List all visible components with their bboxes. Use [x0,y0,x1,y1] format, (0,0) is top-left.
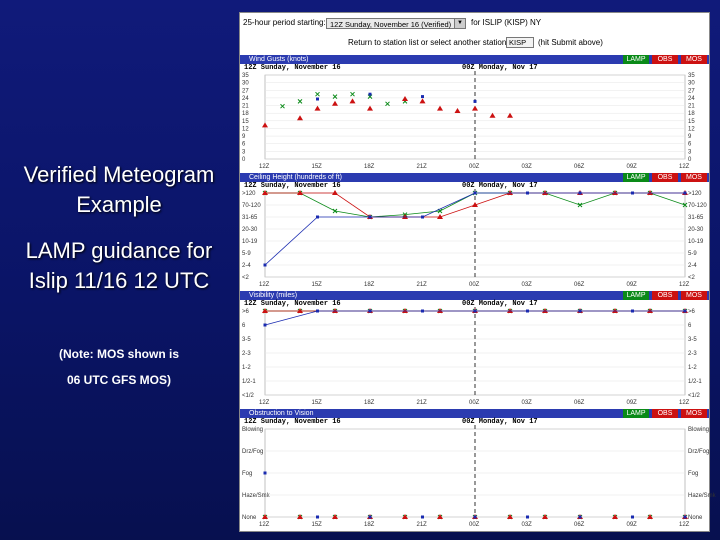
y-tick-label: None [242,515,257,521]
x-tick-label: 03Z [521,522,532,528]
point-obs [507,190,513,195]
x-tick-label: 00Z [469,400,480,406]
legend-obs[interactable]: OBS [652,291,678,300]
y-tick-label-right: 3 [688,149,692,156]
x-tick-label: 09Z [626,400,637,406]
point-obs [332,101,338,106]
legend-mos[interactable]: MOS [681,173,707,182]
point-mos [526,310,529,313]
point-obs [350,98,356,103]
note-line-2: 06 UTC GFS MOS) [66,373,171,387]
date-left: 12Z Sunday, November 16 [244,418,341,426]
x-tick-label: 00Z [469,282,480,288]
ceiling-plot [240,173,709,289]
period-controls [240,15,709,31]
date-right: 00Z Monday, Nov 17 [462,300,538,308]
point-obs [402,308,408,313]
date-right: 00Z Monday, Nov 17 [462,182,538,190]
submit-hint: (hit Submit above) [538,38,603,47]
date-left: 12Z Sunday, November 16 [244,300,341,308]
point-mos [474,192,477,195]
y-tick-label: 6 [242,323,246,329]
point-mos [579,192,582,195]
point-mos [579,516,582,519]
section-title: Ceiling Height (hundreds of ft) [249,174,342,181]
x-tick-label: 09Z [626,164,637,170]
y-tick-label-right: 1-2 [688,365,697,371]
section-title: Visibility (miles) [249,292,298,299]
point-mos [264,472,267,475]
point-lamp [386,102,390,106]
point-obs [332,514,338,519]
point-mos [369,216,372,219]
point-mos [369,516,372,519]
x-tick-label: 00Z [469,522,480,528]
point-obs [315,106,321,111]
y-tick-label-right: 2-3 [688,351,697,357]
point-mos [369,310,372,313]
y-tick-label-right: 12 [688,126,695,133]
x-tick-label: 18Z [364,400,375,406]
slide-subtitle [0,236,238,296]
visibility-plot [240,291,709,407]
subtitle-line-1: LAMP guidance for [25,238,213,263]
point-obs [490,113,496,118]
legend-obs[interactable]: OBS [652,173,678,182]
y-tick-label: 9 [242,134,246,141]
title-line-2: Example [76,192,162,217]
x-tick-label: 09Z [626,522,637,528]
point-mos [316,516,319,519]
point-mos [421,516,424,519]
x-tick-label: 12Z [679,282,690,288]
point-obs [472,106,478,111]
point-obs [402,96,408,101]
point-obs [455,108,461,113]
legend-lamp[interactable]: LAMP [623,291,649,300]
x-tick-label: 12Z [679,400,690,406]
x-tick-label: 15Z [311,522,322,528]
x-tick-label: 03Z [521,400,532,406]
point-mos [684,516,687,519]
point-obs [542,514,548,519]
point-obs [262,308,268,313]
point-mos [631,516,634,519]
point-obs [402,514,408,519]
point-mos [526,516,529,519]
point-lamp [298,99,302,103]
x-tick-label: 21Z [416,164,427,170]
point-obs [647,308,653,313]
legend-obs[interactable]: OBS [652,409,678,418]
point-mos [421,310,424,313]
x-tick-label: 09Z [626,282,637,288]
section-title: Obstruction to Vision [249,410,314,417]
y-tick-label: >120 [242,191,256,197]
point-lamp [351,92,355,96]
station-for-label: for ISLIP (KISP) NY [471,18,542,27]
y-tick-label: 30 [242,80,249,87]
legend-lamp[interactable]: LAMP [623,55,649,64]
point-mos [421,95,424,98]
chevron-down-icon[interactable]: ▼ [454,19,465,28]
y-tick-label-right: 18 [688,111,695,118]
y-tick-label: 3-5 [242,337,251,343]
point-obs [262,514,268,519]
point-mos [369,93,372,96]
visibility-section [240,291,709,407]
y-tick-label-right: >120 [688,191,702,197]
x-tick-label: 00Z [469,164,480,170]
section-title: Wind Gusts (knots) [249,56,309,63]
x-tick-label: 21Z [416,522,427,528]
x-tick-label: 15Z [311,164,322,170]
y-tick-label-right: 20-30 [688,227,704,233]
y-tick-label-right: None [688,515,703,521]
y-tick-label: Fog [242,471,253,477]
y-tick-label: 3 [242,149,246,156]
note-line-1: (Note: MOS shown is [59,347,179,361]
y-tick-label: 1-2 [242,365,251,371]
y-tick-label-right: 5-9 [688,251,697,257]
point-mos [631,310,634,313]
point-mos [421,216,424,219]
y-tick-label: 24 [242,95,249,102]
point-obs [332,190,338,195]
station-input[interactable]: KISP [506,37,534,48]
point-obs [367,106,373,111]
subtitle-line-2: Islip 11/16 12 UTC [28,268,210,293]
y-tick-label-right: 35 [688,73,695,79]
point-mos [579,310,582,313]
y-tick-label-right: 24 [688,95,695,102]
legend-lamp[interactable]: LAMP [623,173,649,182]
y-tick-label: 5-9 [242,251,251,257]
point-obs [507,113,513,118]
point-obs [612,190,618,195]
y-tick-label-right: 10-19 [688,239,704,245]
legend-mos[interactable]: MOS [681,55,707,64]
point-obs [612,514,618,519]
x-tick-label: 06Z [574,282,585,288]
y-tick-label: 1/2-1 [242,379,256,385]
title-line-1: Verified Meteogram [23,162,215,187]
point-obs [297,115,303,120]
y-tick-label: 18 [242,111,249,118]
point-mos [264,324,267,327]
y-tick-label-right: 70-120 [688,203,707,209]
meteogram-panel [239,12,716,532]
x-tick-label: 06Z [574,164,585,170]
x-tick-label: 12Z [259,164,270,170]
y-tick-label-right: 15 [688,118,695,125]
point-mos [316,310,319,313]
y-tick-label: 27 [242,88,249,95]
point-mos [474,100,477,103]
point-mos [474,310,477,313]
y-tick-label-right: 2-4 [688,263,697,269]
x-tick-label: 03Z [521,282,532,288]
point-obs [437,308,443,313]
y-tick-label-right: 21 [688,103,695,110]
y-tick-label-right: <2 [688,275,695,281]
y-tick-label: 10-19 [242,239,258,245]
point-obs [437,514,443,519]
point-mos [474,516,477,519]
point-mos [631,192,634,195]
period-select[interactable] [326,18,466,29]
y-tick-label: <1/2 [242,393,254,399]
y-tick-label: 20-30 [242,227,258,233]
x-tick-label: 18Z [364,522,375,528]
x-tick-label: 12Z [679,522,690,528]
date-right: 00Z Monday, Nov 17 [462,418,538,426]
point-mos [684,192,687,195]
legend-mos[interactable]: MOS [681,409,707,418]
x-tick-label: 15Z [311,400,322,406]
x-tick-label: 03Z [521,164,532,170]
y-tick-label-right: 6 [688,323,692,329]
y-tick-label-right: Haze/Smk [688,493,716,499]
point-obs [437,106,443,111]
legend-lamp[interactable]: LAMP [623,409,649,418]
y-tick-label: 31-65 [242,215,258,221]
y-tick-label: 35 [242,73,249,79]
y-tick-label: 2-3 [242,351,251,357]
y-tick-label-right: 3-5 [688,337,697,343]
point-obs [297,514,303,519]
y-tick-label-right: Drz/Fog [688,449,710,455]
y-tick-label: 12 [242,126,249,133]
x-tick-label: 12Z [259,282,270,288]
slide-title [0,160,238,220]
y-tick-label-right: Fog [688,471,699,477]
point-obs [612,308,618,313]
return-link[interactable]: Return to station list or select another station [348,38,507,47]
point-obs [262,190,268,195]
y-tick-label-right: 9 [688,134,692,141]
y-tick-label: Blowing [242,427,264,433]
point-obs [297,308,303,313]
station-controls [240,35,709,51]
wind-gust-section [240,55,709,171]
obstruction-plot [240,409,716,529]
point-obs [262,122,268,127]
date-right: 00Z Monday, Nov 17 [462,64,538,72]
y-tick-label: Drz/Fog [242,449,264,455]
point-obs [332,308,338,313]
x-tick-label: 15Z [311,282,322,288]
y-tick-label-right: 1/2-1 [688,379,702,385]
date-left: 12Z Sunday, November 16 [244,64,341,72]
y-tick-label: <2 [242,275,249,281]
date-left: 12Z Sunday, November 16 [244,182,341,190]
point-obs [542,308,548,313]
y-tick-label-right: 31-65 [688,215,704,221]
y-tick-label-right: 30 [688,80,695,87]
period-label: 25-hour period starting: [243,18,326,27]
y-tick-label-right: Blowing [688,427,710,433]
point-mos [684,310,687,313]
legend-obs[interactable]: OBS [652,55,678,64]
y-tick-label-right: 0 [688,157,692,163]
y-tick-label-right: 27 [688,88,695,95]
x-tick-label: 12Z [679,164,690,170]
y-tick-label: 70-120 [242,203,261,209]
period-select-value: 12Z Sunday, November 16 (Verified) [330,20,452,29]
x-tick-label: 06Z [574,522,585,528]
point-obs [647,190,653,195]
wind-gust-plot [240,55,709,171]
point-lamp [316,92,320,96]
ceiling-section [240,173,709,289]
point-obs [542,190,548,195]
point-mos [316,98,319,101]
point-mos [316,216,319,219]
x-tick-label: 12Z [259,400,270,406]
x-tick-label: 18Z [364,164,375,170]
point-lamp [281,104,285,108]
point-obs [507,308,513,313]
point-obs [420,98,426,103]
y-tick-label-right: >6 [688,309,695,315]
y-tick-label: >6 [242,309,249,315]
y-tick-label: 21 [242,103,249,110]
obstruction-section [240,409,716,529]
x-tick-label: 06Z [574,400,585,406]
y-tick-label: 15 [242,118,249,125]
y-tick-label: 0 [242,157,246,163]
y-tick-label: 2-4 [242,263,251,269]
legend-mos[interactable]: MOS [681,291,707,300]
y-tick-label-right: 6 [688,141,692,148]
y-tick-label: Haze/Smk [242,493,270,499]
point-obs [507,514,513,519]
x-tick-label: 21Z [416,400,427,406]
x-tick-label: 18Z [364,282,375,288]
point-mos [264,264,267,267]
y-tick-label-right: <1/2 [688,393,700,399]
x-tick-label: 21Z [416,282,427,288]
x-tick-label: 12Z [259,522,270,528]
y-tick-label: 6 [242,141,246,148]
point-obs [297,190,303,195]
point-mos [526,192,529,195]
point-obs [647,514,653,519]
